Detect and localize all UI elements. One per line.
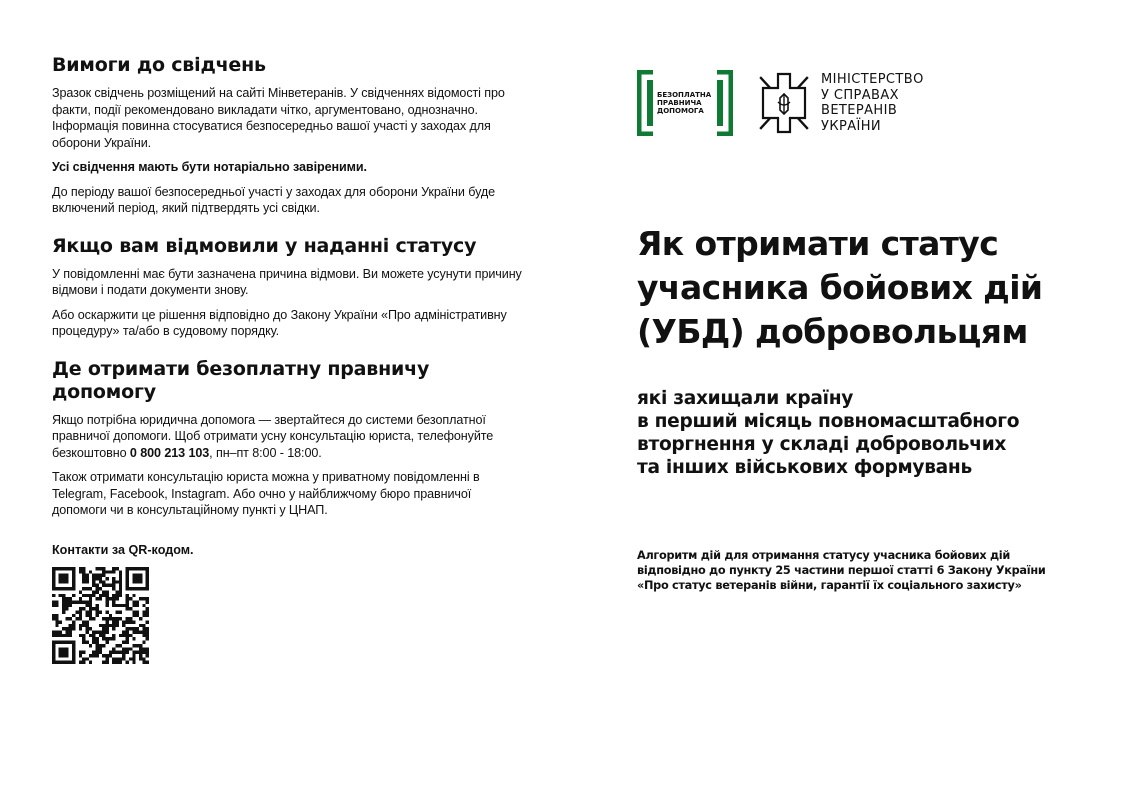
leaflet-title bbox=[637, 222, 1107, 354]
hotline-phone: 0 800 213 103 bbox=[129, 445, 210, 460]
paragraph-hotline bbox=[52, 412, 522, 462]
subtitle-line: в перший місяць повномасштабного bbox=[637, 411, 1020, 432]
paragraph: Також отримати консультацію юриста можна у приватному повідомленні в Telegram, Facebook, Instagram. Або очно у найближчому бюро правничої допомоги чи в консультаційному пункті у ЦНАП. bbox=[52, 470, 480, 517]
paragraph-notarized bbox=[52, 159, 522, 176]
section-title: Вимоги до свідчень bbox=[52, 54, 266, 76]
logos-row bbox=[637, 70, 957, 140]
hotline-hours: , пн–пт 8:00 - 18:00. bbox=[209, 445, 322, 460]
contacts-label: Контакти за QR-кодом. bbox=[52, 542, 194, 557]
subtitle-line: та інших військових формувань bbox=[637, 457, 972, 478]
section-title: Якщо вам відмовили у наданні статусу bbox=[52, 234, 477, 257]
ministry-line: МІНІСТЕРСТВО bbox=[821, 72, 924, 87]
section-testimony-requirements bbox=[52, 54, 522, 217]
ministry-line: ВЕТЕРАНІВ bbox=[821, 103, 898, 118]
bpd-line-2: ПРАВНИЧА bbox=[657, 99, 702, 107]
hotline-text: Якщо потрібна юридична допомога — звертайтеся до системи безоплатної правничої допомоги. Щоб отримати усну консультацію юриста, телефонуйте безкоштовно bbox=[52, 412, 494, 460]
leaflet-subtitle bbox=[637, 387, 1107, 479]
section-legal-aid bbox=[52, 358, 522, 519]
paragraph: Або оскаржити це рішення відповідно до Закону України «Про адміністративну процедуру» та/або в судовому порядку. bbox=[52, 307, 507, 338]
algorithm-note: Алгоритм дій для отримання статусу учасника бойових дій відповідно до пункту 25 частини першої статті 6 Закону України «Про статус ветеранів війни, гарантії їх соціального захисту» bbox=[637, 549, 1046, 592]
title-line: (УБД) добровольцям bbox=[637, 312, 1028, 351]
title-line: учасника бойових дій bbox=[637, 268, 1043, 307]
subtitle-line: які захищали країну bbox=[637, 388, 854, 409]
paragraph: У повідомленні має бути зазначена причина відмови. Ви можете усунути причину відмови і подати документи знову. bbox=[52, 266, 522, 297]
notarized-note: Усі свідчення мають бути нотаріально завіреними. bbox=[52, 160, 367, 174]
free-legal-aid-logo bbox=[637, 70, 733, 136]
paragraph: Зразок свідчень розміщений на сайті Мінветеранів. У свідченнях відомості про факти, події рекомендовано викладати чітко, аргументовано, однозначно. Інформація повинна стосуватися безпосередньо вашої участі у заходах для оборони України. bbox=[52, 86, 505, 150]
ministry-emblem-icon bbox=[755, 72, 813, 134]
bpd-line-3: ДОПОМОГА bbox=[657, 107, 704, 115]
bpd-line-1: БЕЗОПЛАТНА bbox=[657, 91, 712, 99]
paragraph: До періоду вашої безпосередньої участі у заходах для оборони України буде включений період, який підтвердять усі свідки. bbox=[52, 184, 495, 215]
ministry-name bbox=[821, 72, 924, 134]
ministry-line: УКРАЇНИ bbox=[821, 118, 882, 134]
section-title: Де отримати безоплатну правничу допомогу bbox=[52, 357, 430, 403]
ministry-line: У СПРАВАХ bbox=[821, 87, 899, 103]
left-column bbox=[52, 54, 522, 664]
title-line: Як отримати статус bbox=[637, 224, 999, 263]
section-refusal bbox=[52, 235, 522, 340]
qr-code[interactable] bbox=[52, 567, 149, 664]
subtitle-line: вторгнення у складі добровольчих bbox=[637, 434, 1007, 455]
